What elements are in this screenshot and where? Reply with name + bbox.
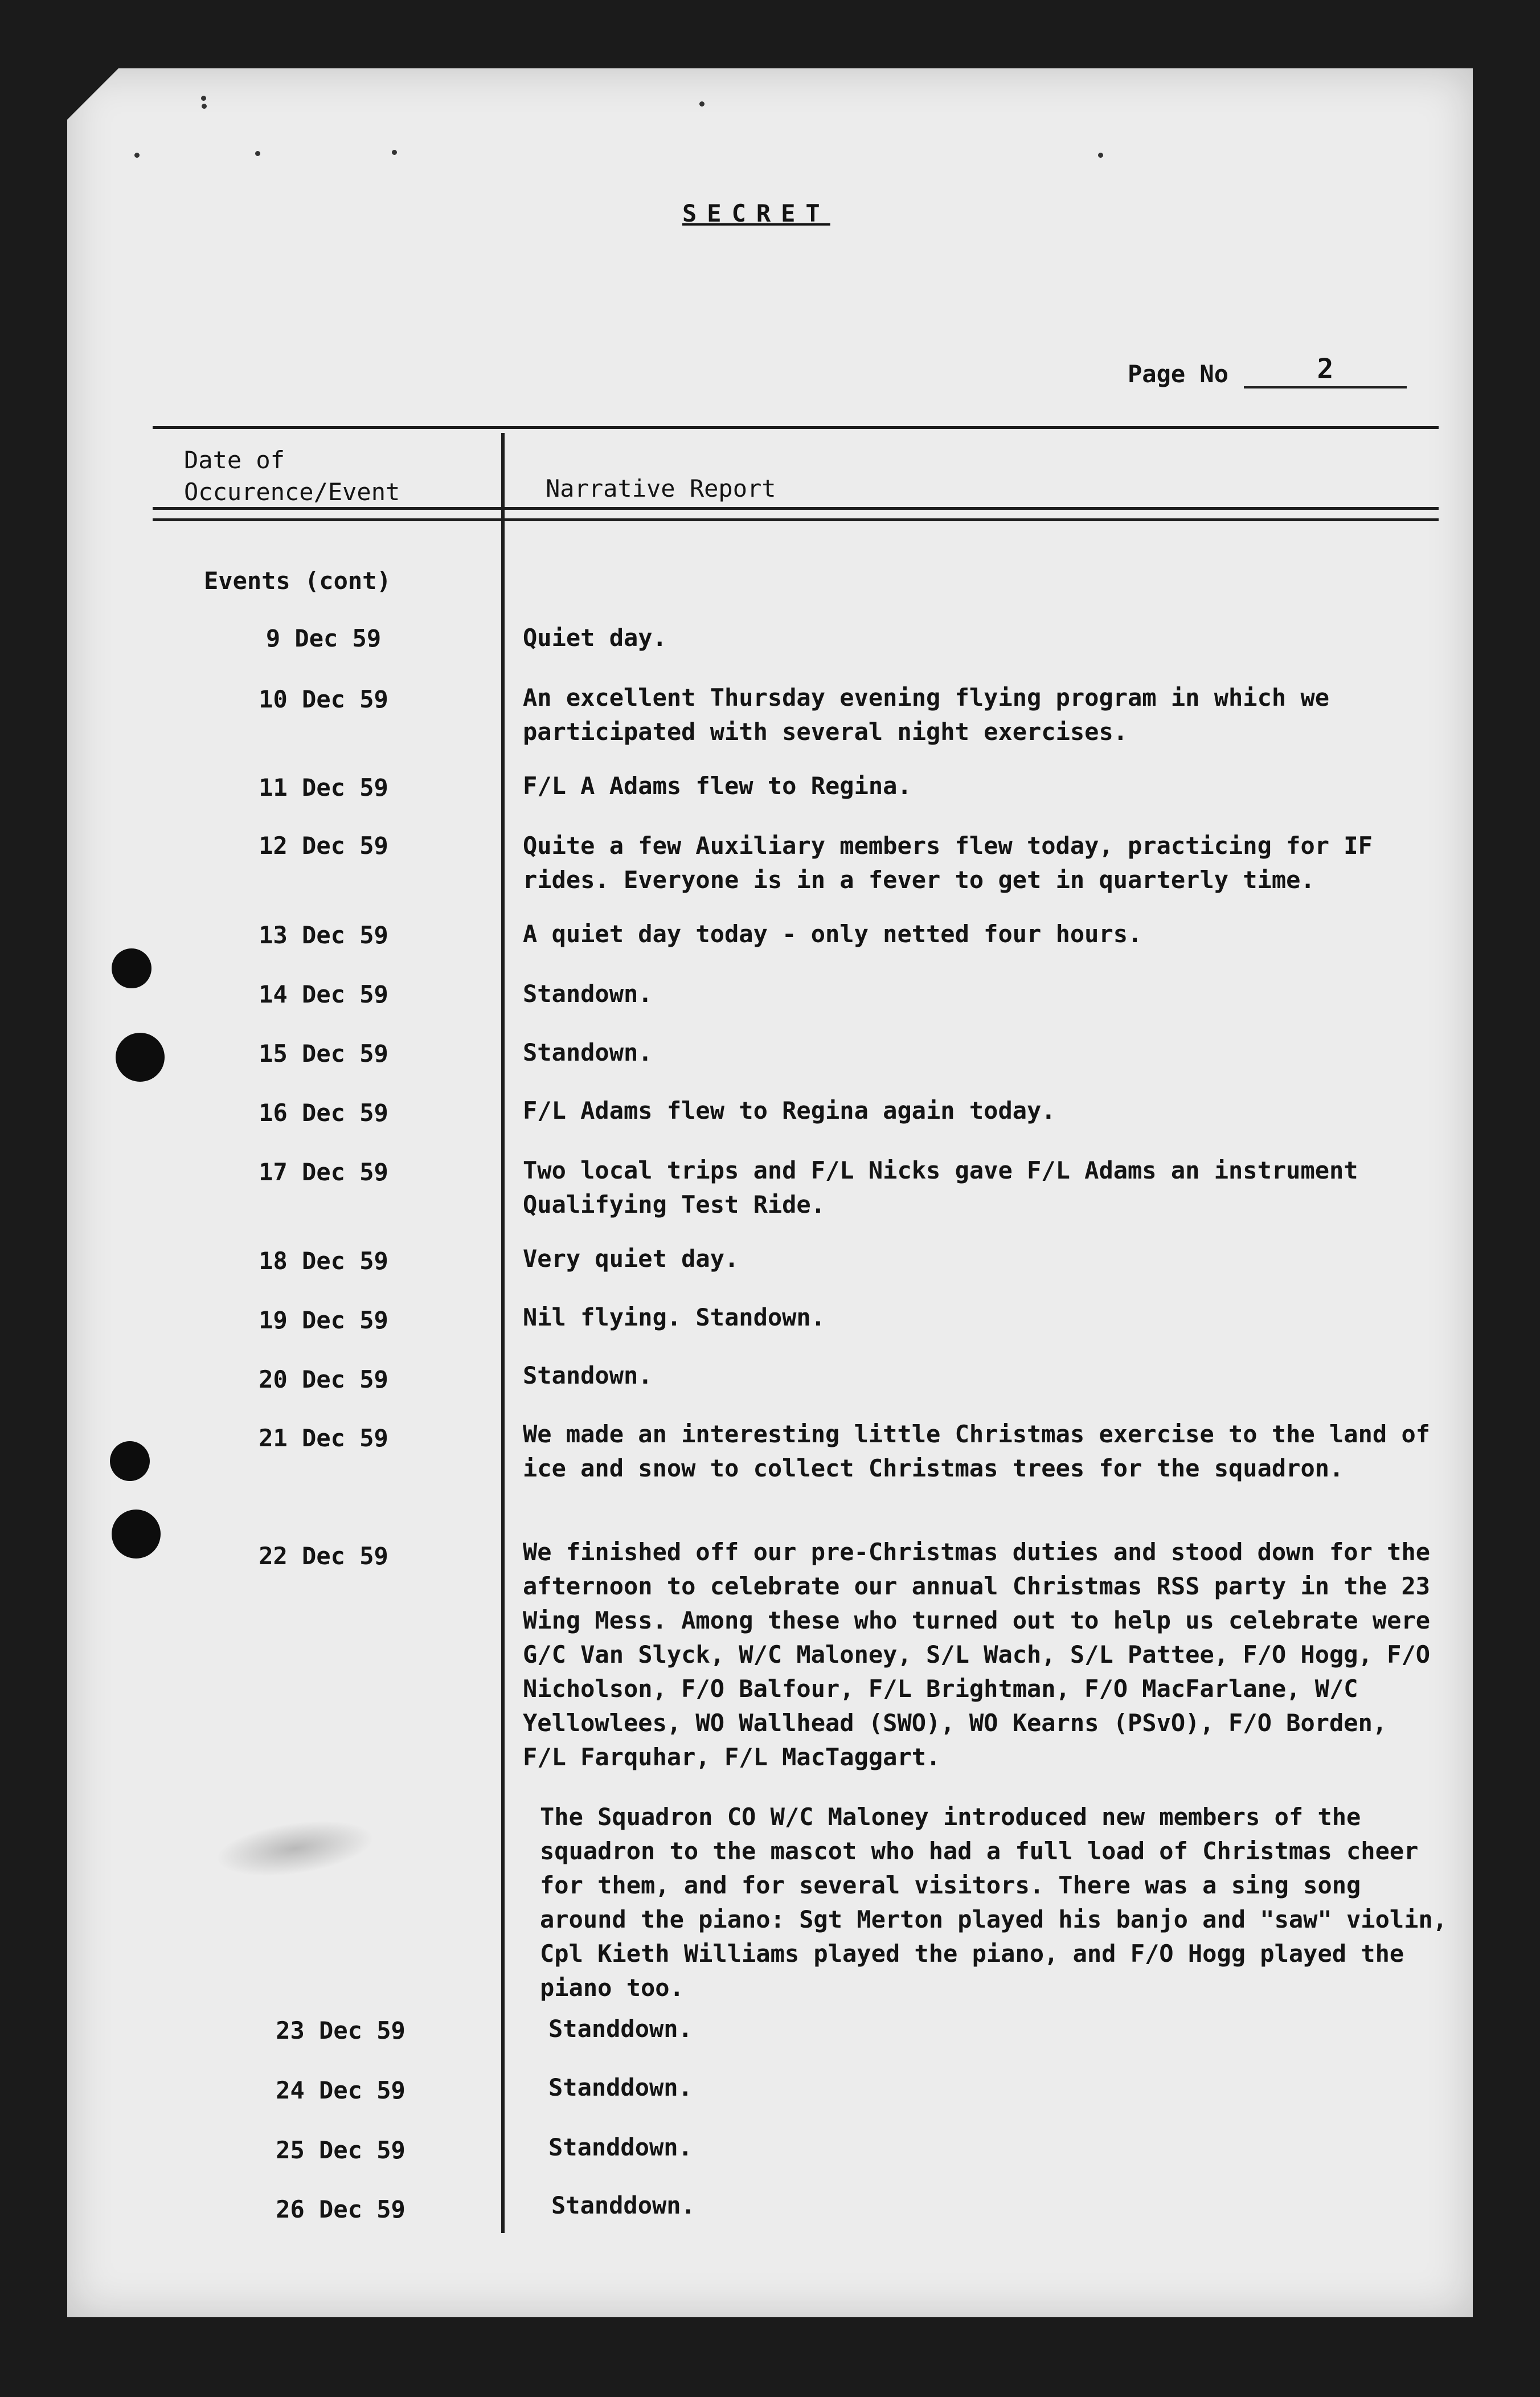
entry-text: F/L A Adams flew to Regina. [523,772,912,800]
entry-date: 21 Dec 59 [259,1424,388,1452]
table-top-rule [153,426,1439,429]
speck [1098,153,1103,158]
entry-text: Standdown. [548,2073,693,2101]
entry-date: 24 Dec 59 [276,2076,406,2104]
entry-date: 15 Dec 59 [259,1040,388,1067]
entry-text: Quiet day. [523,624,667,652]
entry-text: The Squadron CO W/C Maloney introduced new members of the squadron to the mascot who had a full load of Christmas cheer for them, and for several visitors. There was a sing song around the piano: Sgt Merton played his banjo and "saw" violin, Cpl Kieth Williams played the piano, and F/O Hogg played the piano too. [540,1803,1448,2002]
speck [202,104,207,109]
entry-date: 16 Dec 59 [259,1099,388,1127]
entry-date: 12 Dec 59 [259,832,388,860]
entry-text: Standown. [523,1038,653,1066]
section-label: Events (cont) [204,567,391,595]
speck [134,153,140,158]
entry-text: Standdown. [548,2133,693,2161]
speck [201,96,206,101]
entry-text: We made an interesting little Christmas exercise to the land of ice and snow to collect Christmas trees for the squadron. [523,1420,1431,1482]
entry-text: Two local trips and F/L Nicks gave F/L Adams an instrument Qualifying Test Ride. [523,1156,1358,1218]
entry-text: Standown. [523,1361,653,1389]
folded-corner [67,68,118,120]
entry-date: 26 Dec 59 [276,2195,406,2223]
entry-date: 13 Dec 59 [259,921,388,949]
entry-text: An excellent Thursday evening flying program in which we participated with several night exercises. [523,684,1330,746]
entry-text: Standdown. [548,2015,693,2043]
punch-hole [112,948,151,988]
entry-date: 18 Dec 59 [259,1247,388,1275]
speck [255,151,260,156]
entry-text: Standown. [523,980,653,1008]
column-divider [501,433,505,2233]
entry-date: 9 Dec 59 [265,624,382,652]
document-page [67,68,1473,2317]
ink-smudge [212,1812,378,1885]
entry-date: 19 Dec 59 [259,1306,388,1334]
entry-date: 11 Dec 59 [259,774,388,801]
entry-date: 23 Dec 59 [276,2016,406,2044]
punch-hole [110,1441,150,1481]
classification-heading: SECRET [682,199,830,227]
punch-hole [112,1510,161,1559]
entry-text: Very quiet day. [523,1245,739,1273]
page-number-label: Page No [1128,360,1229,388]
entry-text: A quiet day today - only netted four hours. [523,920,1142,948]
entry-date: 14 Dec 59 [259,980,388,1008]
page-number-value: 2 [1244,353,1407,388]
entry-text: Nil flying. Standown. [523,1303,826,1331]
speck [699,101,705,107]
speck [392,150,397,155]
entry-date: 22 Dec 59 [259,1542,388,1570]
entry-date: 17 Dec 59 [259,1158,388,1186]
entry-date: 10 Dec 59 [259,685,388,713]
date-column-header: Date of Occurence/Event [184,446,400,506]
entry-text: F/L Adams flew to Regina again today. [523,1097,1056,1124]
entry-text: Standdown. [551,2191,695,2219]
entry-text: We finished off our pre-Christmas duties and stood down for the afternoon to celebrate our annual Christmas RSS party in the 23 Wing Mess. Among these who turned out to help us celebrate were G/C Van Slyck, W/C Maloney, S/L Wach, S/L Pattee, F/O Hogg, F/O Nicholson, F/O Balfour, F/L Brightman, F/O MacFarlane, W/C Yellowlees, WO Wallhead (SWO), WO Kearns (PSvO), F/O Borden, F/L Farquhar, F/L MacTaggart. [523,1538,1431,1771]
header-divider-rule [153,518,1439,521]
punch-hole [116,1033,165,1082]
entry-date: 20 Dec 59 [259,1365,388,1393]
narrative-column-header: Narrative Report [546,475,776,502]
entry-text: Quite a few Auxiliary members flew today, practicing for IF rides. Everyone is in a fever to get in quarterly time. [523,832,1373,894]
entry-date: 25 Dec 59 [276,2136,406,2164]
